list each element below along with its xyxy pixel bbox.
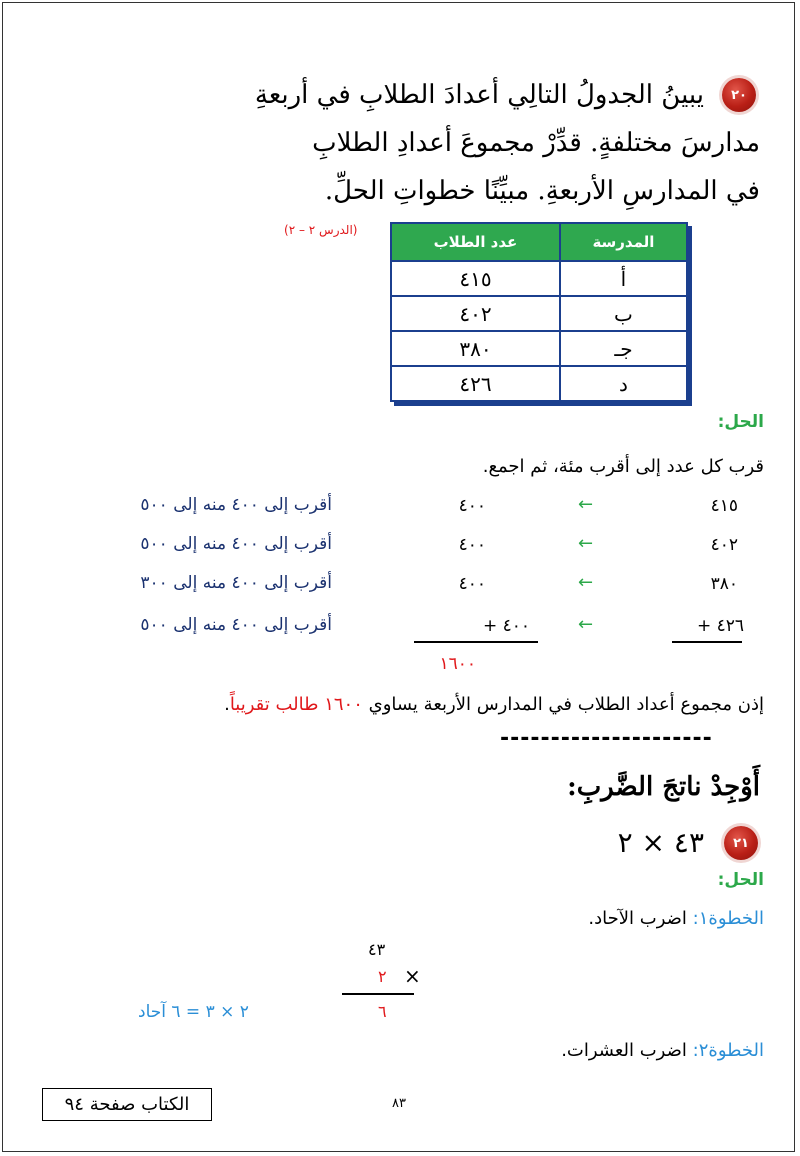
estimated-total: ١٦٠٠	[439, 654, 476, 674]
original-number: ٤٠٢	[710, 535, 738, 555]
arrow-icon: ←	[578, 494, 594, 515]
conclusion-prefix: إذن مجموع أعداد الطلاب في المدارس الأربعة يساوي	[368, 694, 764, 715]
original-number: ٤٢٦ +	[696, 616, 744, 636]
table-row	[391, 331, 687, 366]
question-text-line-1: يبينُ الجدولُ التالِي أعدادَ الطلابِ في أربعةِ	[254, 80, 704, 110]
table-cell-school: د	[560, 366, 687, 401]
multiplicand: ٤٣	[368, 940, 386, 959]
product-line	[342, 993, 414, 995]
book-reference-box	[42, 1088, 212, 1121]
table-header-row	[391, 223, 687, 261]
times-sign: ×	[404, 964, 421, 988]
rounded-number: ٤٠٠	[458, 574, 486, 594]
step-2-text: اضرب العشرات.	[561, 1040, 687, 1061]
ones-calculation-note: ٢ × ٣ = ٦ آحاد	[138, 1002, 249, 1022]
section-title: أَوْجِدْ ناتجَ الضَّربِ:	[567, 772, 760, 802]
rounded-number: ٤٠٠ +	[482, 616, 530, 636]
arrow-icon: ←	[578, 572, 594, 593]
rounded-number: ٤٠٠	[458, 496, 486, 516]
table-cell-count: ٤٠٢	[391, 296, 560, 331]
separator: ---------------------	[500, 726, 713, 751]
table-row	[391, 366, 687, 401]
table-row	[391, 296, 687, 331]
arrow-icon: ←	[578, 614, 594, 635]
conclusion-end: .	[224, 694, 230, 715]
step-2	[561, 1040, 764, 1061]
table-row	[391, 261, 687, 296]
table-header-school: المدرسة	[560, 223, 687, 261]
rounding-note: أقرب إلى ٤٠٠ منه إلى ٥٠٠	[140, 495, 332, 515]
table-cell-count: ٣٨٠	[391, 331, 560, 366]
question-number-badge	[724, 826, 758, 860]
table-header-count: عدد الطلاب	[391, 223, 560, 261]
solution-instruction: قرب كل عدد إلى أقرب مئة، ثم اجمع.	[482, 456, 764, 477]
book-reference: الكتاب صفحة ٩٤	[64, 1094, 190, 1115]
conclusion	[224, 694, 764, 715]
rounding-note: أقرب إلى ٤٠٠ منه إلى ٥٠٠	[140, 615, 332, 635]
step-2-label: الخطوة٢:	[692, 1040, 764, 1061]
step-1	[588, 908, 764, 929]
question-text-line-2: مدارسَ مختلفةٍ. قدِّرْ مجموعَ أعدادِ الطلابِ	[312, 128, 760, 158]
rounding-note: أقرب إلى ٤٠٠ منه إلى ٥٠٠	[140, 534, 332, 554]
original-number: ٣٨٠	[710, 574, 738, 594]
question-number: ٢٠	[731, 87, 747, 103]
multiplier: ٢	[378, 967, 387, 986]
original-number: ٤١٥	[710, 496, 738, 516]
table-cell-school: أ	[560, 261, 687, 296]
ones-product: ٦	[378, 1002, 387, 1021]
solution-label: الحل:	[717, 870, 764, 890]
sum-line-left	[414, 641, 538, 643]
rounded-number: ٤٠٠	[458, 535, 486, 555]
lesson-reference: (الدرس ٢ – ٢)	[284, 223, 358, 237]
page-frame	[2, 2, 795, 1152]
table-cell-count: ٤١٥	[391, 261, 560, 296]
solution-label: الحل:	[717, 412, 764, 432]
table-cell-school: ب	[560, 296, 687, 331]
rounding-note: أقرب إلى ٤٠٠ منه إلى ٣٠٠	[140, 573, 332, 593]
students-table	[390, 222, 688, 402]
sum-line-right	[672, 641, 742, 643]
question-number-badge	[722, 78, 756, 112]
table-cell-school: جـ	[560, 331, 687, 366]
table-cell-count: ٤٢٦	[391, 366, 560, 401]
question-text-line-3: في المدارسِ الأربعةِ. مبيِّنًا خطواتِ الحلِّ.	[324, 176, 760, 206]
conclusion-value: ١٦٠٠ طالب تقريباً	[229, 694, 363, 715]
page-number: ٨٣	[392, 1096, 406, 1111]
multiplication-expression: ٤٣ × ٢	[617, 826, 704, 859]
question-number: ٢١	[733, 835, 749, 851]
step-1-label: الخطوة١:	[692, 908, 764, 929]
step-1-text: اضرب الآحاد.	[588, 908, 687, 929]
arrow-icon: ←	[578, 533, 594, 554]
